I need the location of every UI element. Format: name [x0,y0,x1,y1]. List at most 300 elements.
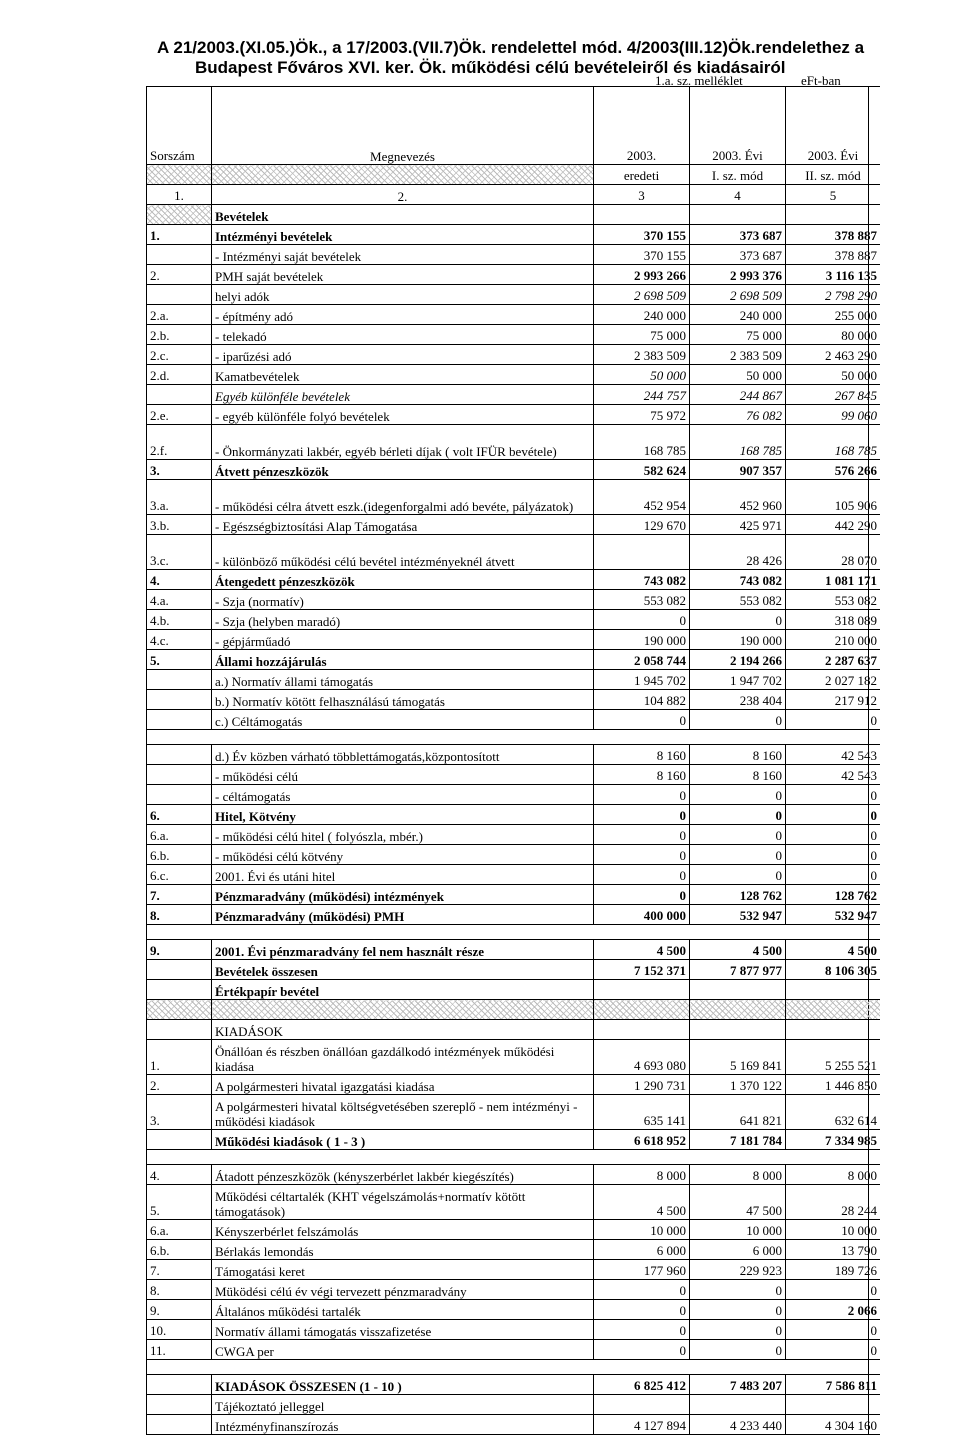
value-2003-mod-1: 0 [690,1280,786,1300]
value-2003-mod-1: 641 821 [690,1095,786,1130]
row-label: Müködési célú év végi tervezett pénzmaradvány [212,1280,594,1300]
row-number: 4.a. [147,590,212,610]
row-number: 8. [147,905,212,925]
value-2003-original: 2 993 266 [594,265,690,285]
row-number: 2. [147,265,212,285]
shaded-divider-row [147,1000,880,1020]
row-number: 4.c. [147,630,212,650]
row-label: - Intézményi saját bevételek [212,245,594,265]
value-2003-mod-2: 1 446 850 [786,1075,881,1095]
value-2003-mod-1: 0 [690,825,786,845]
table-row [147,480,880,515]
row-number: 2.b. [147,325,212,345]
row-number [147,1375,212,1395]
row-label: - telekadó [212,325,594,345]
table-row [147,1340,880,1360]
row-label: Általános működési tartalék [212,1300,594,1320]
value-2003-original: 129 670 [594,515,690,535]
table-row [147,285,880,305]
row-label: 2001. Évi pénzmaradvány fel nem használt része [212,940,594,960]
row-number [147,980,212,1000]
value-2003-mod-2: 1 081 171 [786,570,881,590]
header-col3b: eredeti [594,165,690,185]
row-number [147,690,212,710]
value-2003-mod-1: 6 000 [690,1240,786,1260]
value-2003-mod-1: 0 [690,785,786,805]
shaded-cell [147,1000,212,1020]
value-2003-mod-2: 168 785 [786,425,881,460]
value-2003-original: 2 698 509 [594,285,690,305]
table-top-spacer [147,87,880,146]
table-row [147,405,880,425]
value-2003-original: 370 155 [594,245,690,265]
row-label: Átvett pénzeszközök [212,460,594,480]
row-number [147,1130,212,1150]
row-label: - Szja (helyben maradó) [212,610,594,630]
value-2003-mod-2: 8 106 305 [786,960,881,980]
row-number: 4. [147,570,212,590]
table-row [147,1130,880,1150]
table-row [147,1220,880,1240]
row-label: Normatív állami támogatás visszafizetése [212,1320,594,1340]
table-row [147,1095,880,1130]
row-number: 10. [147,1320,212,1340]
row-label: - építmény adó [212,305,594,325]
value-2003-mod-1: 8 000 [690,1165,786,1185]
row-number: 3. [147,460,212,480]
row-number [147,785,212,805]
row-number [147,1395,212,1415]
value-2003-mod-2: 0 [786,1340,881,1360]
row-number: 2.e. [147,405,212,425]
value-2003-mod-2: 632 614 [786,1095,881,1130]
value-2003-mod-1: 373 687 [690,245,786,265]
value-2003-mod-2: 532 947 [786,905,881,925]
table-row [147,535,880,570]
value-2003-original: 743 082 [594,570,690,590]
value-2003-mod-1: 0 [690,1320,786,1340]
value-2003-original: 75 972 [594,405,690,425]
value-2003-mod-1: 2 698 509 [690,285,786,305]
table-row [147,345,880,365]
row-label: - iparűzési adó [212,345,594,365]
value-2003-original: 177 960 [594,1260,690,1280]
value-2003-mod-1: 425 971 [690,515,786,535]
value-2003-mod-2: 2 798 290 [786,285,881,305]
row-label: a.) Normatív állami támogatás [212,670,594,690]
value-2003-mod-1: 0 [690,845,786,865]
row-number: 2.a. [147,305,212,325]
table-row [147,1020,880,1040]
value-2003-mod-1: 553 082 [690,590,786,610]
value-2003-original [594,1020,690,1040]
value-2003-mod-2: 3 116 135 [786,265,881,285]
value-2003-original: 635 141 [594,1095,690,1130]
row-number: 2.d. [147,365,212,385]
index-3: 3 [594,185,690,205]
row-label: - működési célú [212,765,594,785]
value-2003-mod-2: 0 [786,805,881,825]
row-number: 6.c. [147,865,212,885]
value-2003-original: 0 [594,1340,690,1360]
value-2003-mod-2: 4 500 [786,940,881,960]
row-label: Egyéb különféle bevételek [212,385,594,405]
table-row [147,885,880,905]
value-2003-mod-2: 0 [786,845,881,865]
row-label: - különböző működési célú bevétel intézményeknél átvett [212,535,594,570]
value-2003-original: 4 500 [594,1185,690,1220]
value-2003-original: 7 152 371 [594,960,690,980]
value-2003-mod-1: 2 993 376 [690,265,786,285]
row-number: 2. [147,1075,212,1095]
value-2003-mod-1: 7 877 977 [690,960,786,980]
row-number [147,285,212,305]
table-row [147,610,880,630]
row-label: Pénzmaradvány (működési) PMH [212,905,594,925]
table-row [147,940,880,960]
row-label: Kényszerbérlet felszámolás [212,1220,594,1240]
table-row [147,590,880,610]
value-2003-original: 370 155 [594,225,690,245]
row-label: A polgármesteri hivatal költségvetésében szereplő - nem intézményi - működési kiadások [212,1095,594,1130]
value-2003-mod-2: 10 000 [786,1220,881,1240]
header-col5b: II. sz. mód [786,165,881,185]
value-2003-mod-1: 240 000 [690,305,786,325]
row-label: - működési célra átvett eszk.(idegenforgalmi adó bevéte, pályázatok) [212,480,594,515]
value-2003-mod-2: 105 906 [786,480,881,515]
value-2003-mod-1: 190 000 [690,630,786,650]
value-2003-mod-2: 217 912 [786,690,881,710]
value-2003-original: 2 383 509 [594,345,690,365]
row-label: Működési kiadások ( 1 - 3 ) [212,1130,594,1150]
table-row [147,385,880,405]
shaded-cell [594,1000,690,1020]
row-number: 5. [147,1185,212,1220]
value-2003-original [594,535,690,570]
row-number [147,765,212,785]
row-number [147,385,212,405]
index-5: 5 [786,185,881,205]
table-row [147,265,880,285]
value-2003-mod-2: 0 [786,785,881,805]
row-number: 2.f. [147,425,212,460]
value-2003-mod-2: 8 000 [786,1165,881,1185]
value-2003-mod-1: 907 357 [690,460,786,480]
row-label: KIADÁSOK ÖSSZESEN (1 - 10 ) [212,1375,594,1395]
table-row [147,1415,880,1435]
row-label: c.) Céltámogatás [212,710,594,730]
table-row [147,1075,880,1095]
value-2003-mod-1: 4 233 440 [690,1415,786,1435]
value-2003-original: 553 082 [594,590,690,610]
row-number: 9. [147,940,212,960]
value-2003-mod-2: 13 790 [786,1240,881,1260]
shaded-cell [212,1000,594,1020]
row-number: 9. [147,1300,212,1320]
value-2003-mod-1: 168 785 [690,425,786,460]
table-row [147,1375,880,1395]
row-label: Tájékoztató jelleggel [212,1395,594,1415]
value-2003-mod-1: 0 [690,1300,786,1320]
value-2003-mod-1: 50 000 [690,365,786,385]
header-shaded-cell [212,165,594,185]
table-row [147,1240,880,1260]
value-2003-original: 6 618 952 [594,1130,690,1150]
value-2003-mod-1: 0 [690,865,786,885]
spacer-row [147,1360,880,1375]
value-2003-original: 0 [594,1280,690,1300]
value-2003-mod-1: 244 867 [690,385,786,405]
value-2003-original: 8 160 [594,745,690,765]
value-2003-original: 10 000 [594,1220,690,1240]
header-col4a: 2003. Évi [690,145,786,165]
row-number: 7. [147,1260,212,1280]
table-row [147,1300,880,1320]
table-row [147,1260,880,1280]
value-2003-original: 104 882 [594,690,690,710]
value-2003-mod-2: 50 000 [786,365,881,385]
value-2003-original: 0 [594,785,690,805]
shaded-cell [147,205,212,225]
table-row [147,1040,880,1075]
value-2003-mod-2: 210 000 [786,630,881,650]
value-2003-original: 1 945 702 [594,670,690,690]
value-2003-mod-1: 2 383 509 [690,345,786,365]
row-number: 5. [147,650,212,670]
table-row [147,670,880,690]
shaded-cell [786,1000,881,1020]
shaded-cell [690,1000,786,1020]
row-number: 8. [147,1280,212,1300]
value-2003-mod-2: 0 [786,1320,881,1340]
row-label: CWGA per [212,1340,594,1360]
row-label: - Egészségbiztosítási Alap Támogatása [212,515,594,535]
table-row [147,325,880,345]
value-2003-mod-2: 42 543 [786,745,881,765]
value-2003-mod-1: 743 082 [690,570,786,590]
value-2003-original [594,980,690,1000]
row-number [147,670,212,690]
value-2003-mod-1: 229 923 [690,1260,786,1280]
table-row [147,570,880,590]
value-2003-original: 4 127 894 [594,1415,690,1435]
value-2003-mod-2: 28 244 [786,1185,881,1220]
row-number [147,245,212,265]
row-label: - egyéb különféle folyó bevételek [212,405,594,425]
value-2003-original: 244 757 [594,385,690,405]
value-2003-original: 582 624 [594,460,690,480]
value-2003-mod-2: 5 255 521 [786,1040,881,1075]
section-heading-row [147,205,880,225]
value-2003-original: 400 000 [594,905,690,925]
table-row [147,960,880,980]
column-header-row-2 [147,165,880,185]
spacer-row [147,925,880,940]
annex-label: 1.a. sz. melléklet [655,73,743,88]
value-2003-mod-1: 5 169 841 [690,1040,786,1075]
value-2003-original: 452 954 [594,480,690,515]
row-number: 6.b. [147,1240,212,1260]
value-2003-mod-2 [786,1395,881,1415]
value-2003-mod-1: 75 000 [690,325,786,345]
value-2003-original: 50 000 [594,365,690,385]
value-2003-mod-2 [786,1020,881,1040]
header-sorszam: Sorszám [147,145,212,165]
table-row [147,905,880,925]
row-number [147,1020,212,1040]
value-2003-original: 4 500 [594,940,690,960]
header-col4b: I. sz. mód [690,165,786,185]
value-2003-mod-2: 4 304 160 [786,1415,881,1435]
value-2003-mod-2: 0 [786,710,881,730]
value-2003-mod-1: 0 [690,610,786,630]
index-2: 2. [212,185,594,205]
value-2003-mod-2: 80 000 [786,325,881,345]
value-2003-mod-1: 532 947 [690,905,786,925]
value-2003-mod-1: 4 500 [690,940,786,960]
index-1: 1. [147,185,212,205]
column-header-row-1 [147,145,880,165]
header-shaded-cell [147,165,212,185]
document-title-line-1: A 21/2003.(XI.05.)Ök., a 17/2003.(VII.7)Ök. rendelettel mód. 4/2003(III.12)Ök.rendelethez a [157,38,865,57]
value-2003-mod-2: 255 000 [786,305,881,325]
value-2003-mod-2: 0 [786,825,881,845]
table-row [147,515,880,535]
value-2003-mod-2: 0 [786,1280,881,1300]
row-number: 1. [147,1040,212,1075]
row-number: 6.a. [147,1220,212,1240]
table-row [147,765,880,785]
row-label: Értékpapír bevétel [212,980,594,1000]
row-label: Támogatási keret [212,1260,594,1280]
table-row [147,690,880,710]
value-2003-mod-1: 0 [690,805,786,825]
row-label: Átadott pénzeszközök (kényszerbérlet lakbér kiegészítés) [212,1165,594,1185]
value-2003-mod-2: 42 543 [786,765,881,785]
value-2003-mod-1: 8 160 [690,765,786,785]
row-label: - céltámogatás [212,785,594,805]
value-2003-mod-2: 553 082 [786,590,881,610]
value-2003-original: 0 [594,845,690,865]
value-2003-original [594,1395,690,1415]
value-2003-mod-2: 7 334 985 [786,1130,881,1150]
row-label: Bérlakás lemondás [212,1240,594,1260]
table-row [147,865,880,885]
value-2003-original: 0 [594,865,690,885]
value-2003-mod-2: 0 [786,865,881,885]
column-index-row [147,185,880,205]
value-2003-mod-2: 318 089 [786,610,881,630]
header-megnevezes: Megnevezés [212,145,594,165]
document-title-line-2: Budapest Főváros XVI. ker. Ök. működési célú bevételeiről és kiadásairól [195,58,786,77]
row-number [147,1415,212,1435]
value-2003-mod-2: 576 266 [786,460,881,480]
row-label: Kamatbevételek [212,365,594,385]
row-label: Működési céltartalék (KHT végelszámolás+normatív kötött támogatások) [212,1185,594,1220]
row-label: - működési célú hitel ( folyószla, mbér.) [212,825,594,845]
table-row [147,825,880,845]
index-4: 4 [690,185,786,205]
value-2003-mod-1: 238 404 [690,690,786,710]
value-2003-original: 0 [594,825,690,845]
row-number: 7. [147,885,212,905]
value-2003-mod-1: 373 687 [690,225,786,245]
table-row [147,980,880,1000]
row-label: Intézményfinanszírozás [212,1415,594,1435]
row-label: - gépjárműadó [212,630,594,650]
value-2003-original: 1 290 731 [594,1075,690,1095]
header-col5a: 2003. Évi [786,145,881,165]
row-number: 3.c. [147,535,212,570]
value-2003-mod-1: 128 762 [690,885,786,905]
value-2003-original: 190 000 [594,630,690,650]
value-2003-mod-1: 1 370 122 [690,1075,786,1095]
row-number: 3.a. [147,480,212,515]
row-number: 2.c. [147,345,212,365]
value-2003-mod-2: 442 290 [786,515,881,535]
row-number: 4. [147,1165,212,1185]
row-label: Átengedett pénzeszközök [212,570,594,590]
row-label: PMH saját bevételek [212,265,594,285]
row-label: helyi adók [212,285,594,305]
value-2003-mod-2: 2 463 290 [786,345,881,365]
table-row [147,630,880,650]
value-2003-mod-1 [690,1395,786,1415]
table-row [147,1395,880,1415]
value-2003-mod-1 [690,980,786,1000]
row-label: A polgármesteri hivatal igazgatási kiadása [212,1075,594,1095]
header-col3a: 2003. [594,145,690,165]
table-row [147,745,880,765]
value-2003-mod-2: 7 586 811 [786,1375,881,1395]
value-2003-mod-2: 267 845 [786,385,881,405]
value-2003-mod-2: 189 726 [786,1260,881,1280]
value-2003-mod-2: 99 060 [786,405,881,425]
value-2003-mod-2 [786,980,881,1000]
value-2003-mod-2: 2 027 182 [786,670,881,690]
value-2003-original: 0 [594,805,690,825]
row-number: 11. [147,1340,212,1360]
table-row [147,245,880,265]
spacer-row [147,730,880,745]
table-row [147,785,880,805]
value-2003-original: 240 000 [594,305,690,325]
value-2003-original: 0 [594,1320,690,1340]
value-2003-original: 2 058 744 [594,650,690,670]
value-2003-original: 8 000 [594,1165,690,1185]
row-label: Hitel, Kötvény [212,805,594,825]
row-label: - Önkormányzati lakbér, egyéb bérleti díjak ( volt IFÜR bevétele) [212,425,594,460]
value-2003-mod-2: 2 287 637 [786,650,881,670]
value-2003-original: 0 [594,885,690,905]
row-number: 1. [147,225,212,245]
value-2003-mod-1: 28 426 [690,535,786,570]
value-2003-mod-1: 0 [690,1340,786,1360]
value-2003-original: 6 825 412 [594,1375,690,1395]
table-row [147,1165,880,1185]
value-2003-mod-1: 7 181 784 [690,1130,786,1150]
table-row [147,365,880,385]
table-row [147,650,880,670]
table-row [147,460,880,480]
value-2003-mod-1: 10 000 [690,1220,786,1240]
table-row [147,225,880,245]
row-number: 6.b. [147,845,212,865]
row-number: 6. [147,805,212,825]
table-row [147,1320,880,1340]
row-number [147,960,212,980]
row-number: 6.a. [147,825,212,845]
